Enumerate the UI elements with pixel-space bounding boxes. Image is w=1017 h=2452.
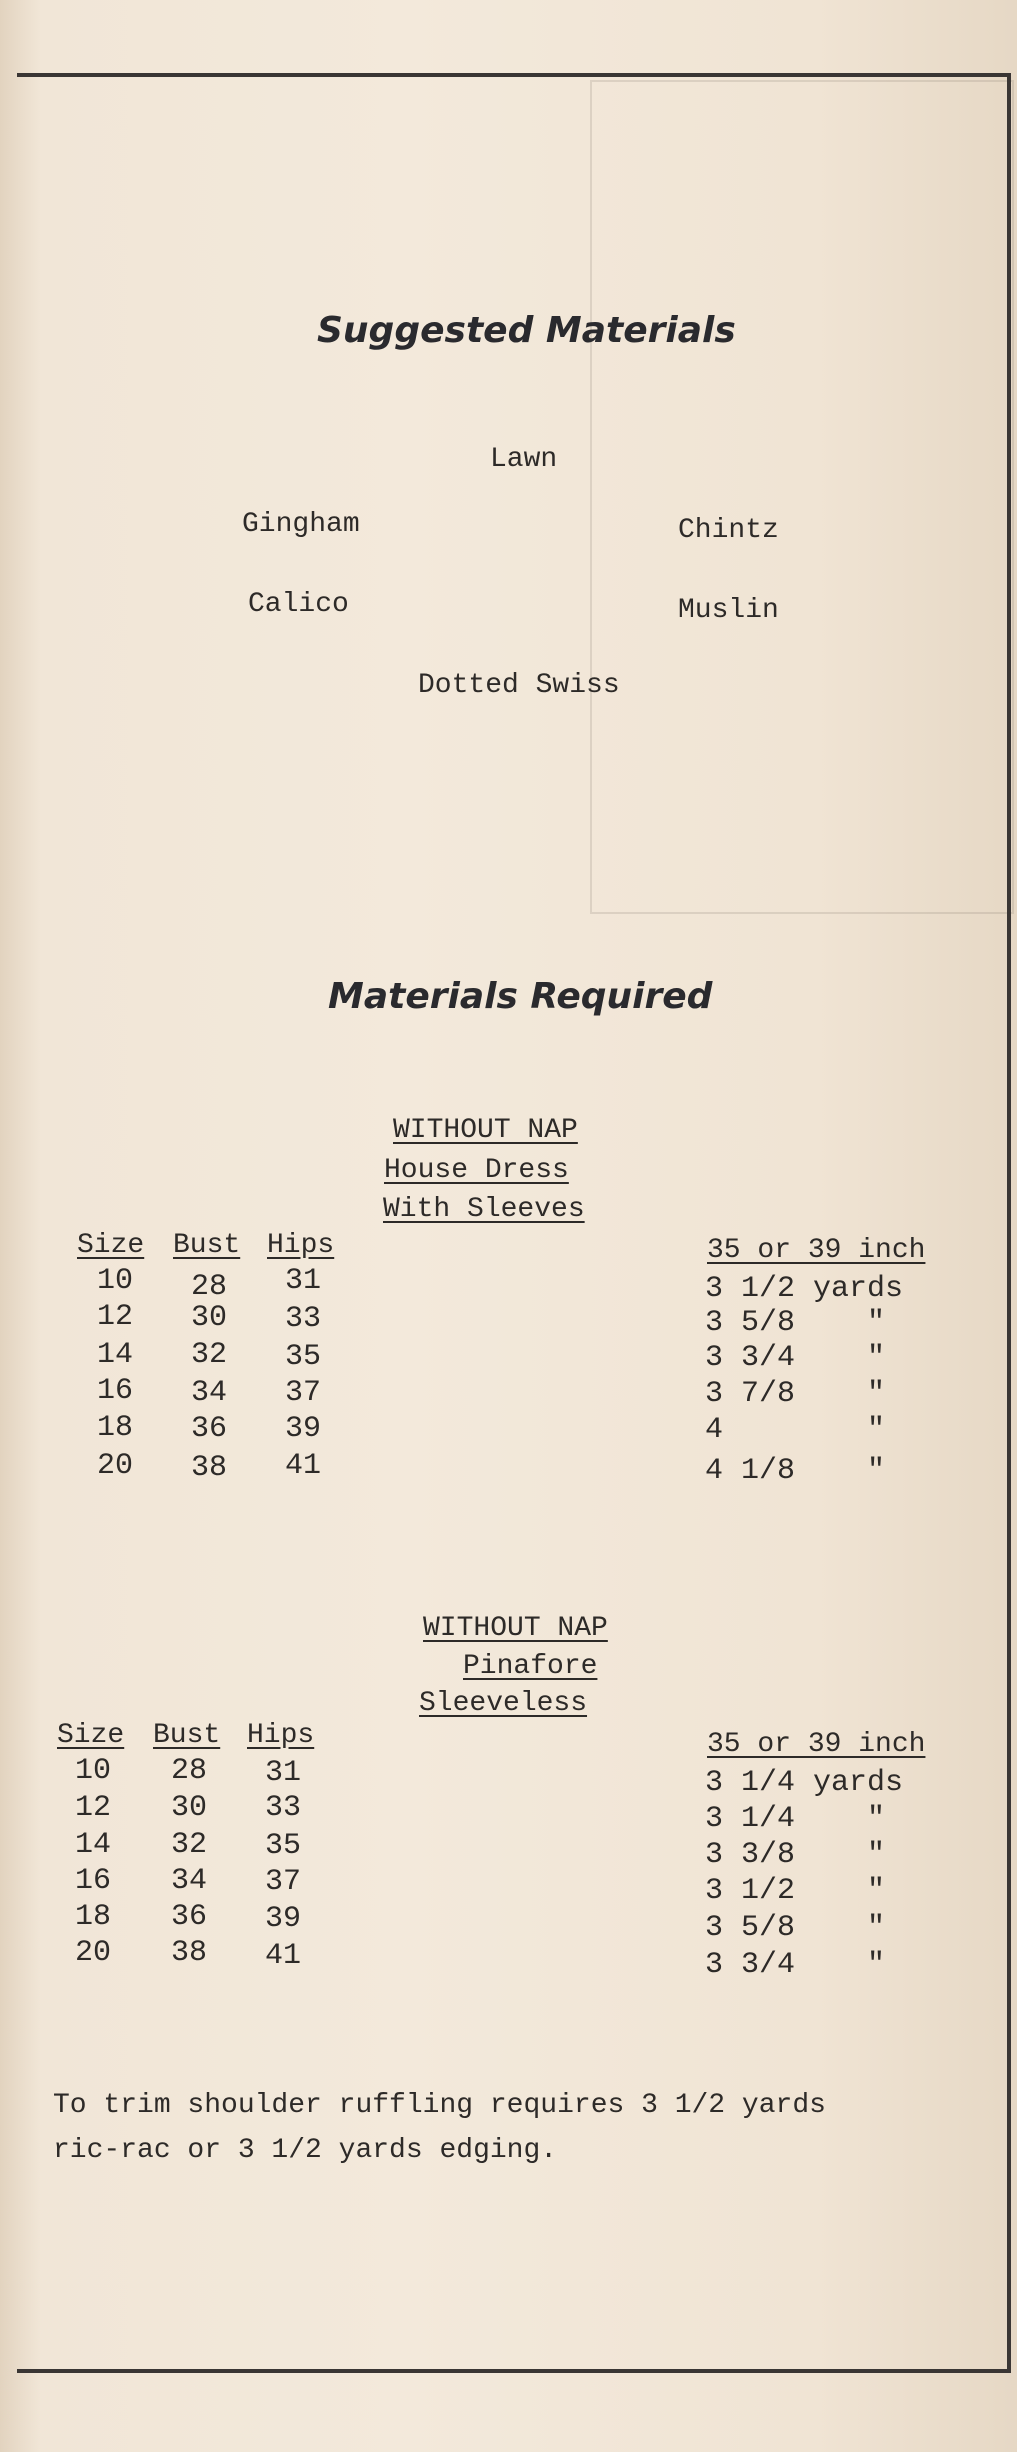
fabric-gingham: Gingham	[242, 509, 360, 540]
hips-cell: 35	[285, 1340, 322, 1374]
suggested-materials-title: Suggested Materials	[317, 310, 736, 351]
hips-cell: 41	[265, 1939, 302, 1973]
hips-cell: 39	[265, 1902, 302, 1936]
fabric-muslin: Muslin	[678, 595, 779, 626]
hips-cell: 35	[265, 1829, 302, 1863]
size-cell: 12	[75, 1791, 112, 1825]
table2-heading-style: Sleeveless	[419, 1688, 588, 1719]
table2-heading-garment: Pinafore	[463, 1651, 598, 1682]
size-cell: 14	[75, 1828, 112, 1862]
bust-cell: 28	[191, 1270, 228, 1304]
table1-col-hips: Hips	[267, 1230, 335, 1261]
bust-cell: 36	[171, 1900, 208, 1934]
yards-cell: 3 1/2 "	[705, 1874, 886, 1908]
fabric-dotted-swiss: Dotted Swiss	[418, 670, 620, 701]
table2-col-hips: Hips	[247, 1720, 315, 1751]
table2-col-width: 35 or 39 inch	[707, 1729, 926, 1760]
table1-col-width: 35 or 39 inch	[707, 1235, 926, 1266]
table2-heading-nap: WITHOUT NAP	[423, 1613, 608, 1644]
yards-cell: 3 5/8 "	[705, 1306, 886, 1340]
hips-cell: 33	[285, 1302, 322, 1336]
materials-required-title: Materials Required	[328, 976, 713, 1017]
yards-cell: 3 1/2 yards	[705, 1272, 904, 1306]
yards-cell: 3 5/8 "	[705, 1911, 886, 1945]
table1-heading-style: With Sleeves	[383, 1194, 585, 1225]
table1-col-size: Size	[77, 1230, 145, 1261]
hips-cell: 37	[265, 1865, 302, 1899]
size-cell: 10	[75, 1754, 112, 1788]
bust-cell: 32	[191, 1338, 228, 1372]
bust-cell: 34	[171, 1864, 208, 1898]
bust-cell: 30	[191, 1301, 228, 1335]
fabric-calico: Calico	[248, 589, 349, 620]
trim-note-line-2: ric-rac or 3 1/2 yards edging.	[53, 2134, 558, 2166]
trim-note	[53, 2084, 826, 2174]
bust-cell: 28	[171, 1754, 208, 1788]
size-cell: 10	[97, 1264, 134, 1298]
hips-cell: 41	[285, 1449, 322, 1483]
size-cell: 18	[75, 1900, 112, 1934]
bust-cell: 38	[171, 1936, 208, 1970]
yards-cell: 4 1/8 "	[705, 1454, 886, 1488]
yards-cell: 3 1/4 yards	[705, 1766, 904, 1800]
fabric-chintz: Chintz	[678, 515, 779, 546]
hips-cell: 37	[285, 1376, 322, 1410]
fabric-lawn: Lawn	[490, 444, 558, 475]
bust-cell: 34	[191, 1376, 228, 1410]
size-cell: 20	[97, 1449, 134, 1483]
yards-cell: 3 3/8 "	[705, 1838, 886, 1872]
hips-cell: 33	[265, 1791, 302, 1825]
yards-cell: 3 3/4 "	[705, 1341, 886, 1375]
size-cell: 14	[97, 1338, 134, 1372]
size-cell: 12	[97, 1300, 134, 1334]
bust-cell: 38	[191, 1451, 228, 1485]
table1-col-bust: Bust	[173, 1230, 241, 1261]
size-cell: 16	[97, 1374, 134, 1408]
bust-cell: 36	[191, 1412, 228, 1446]
yards-cell: 3 1/4 "	[705, 1802, 886, 1836]
hips-cell: 31	[285, 1264, 322, 1298]
bust-cell: 30	[171, 1791, 208, 1825]
hips-cell: 39	[285, 1412, 322, 1446]
table2-col-size: Size	[57, 1720, 125, 1751]
yards-cell: 4 "	[705, 1413, 886, 1447]
hips-cell: 31	[265, 1756, 302, 1790]
table1-heading-nap: WITHOUT NAP	[393, 1115, 578, 1146]
bust-cell: 32	[171, 1828, 208, 1862]
size-cell: 18	[97, 1411, 134, 1445]
trim-note-line-1: To trim shoulder ruffling requires 3 1/2 yards	[53, 2090, 826, 2121]
table2-col-bust: Bust	[153, 1720, 221, 1751]
yards-cell: 3 7/8 "	[705, 1377, 886, 1411]
table1-heading-garment: House Dress	[384, 1155, 569, 1186]
size-cell: 20	[75, 1936, 112, 1970]
size-cell: 16	[75, 1864, 112, 1898]
yards-cell: 3 3/4 "	[705, 1948, 886, 1982]
